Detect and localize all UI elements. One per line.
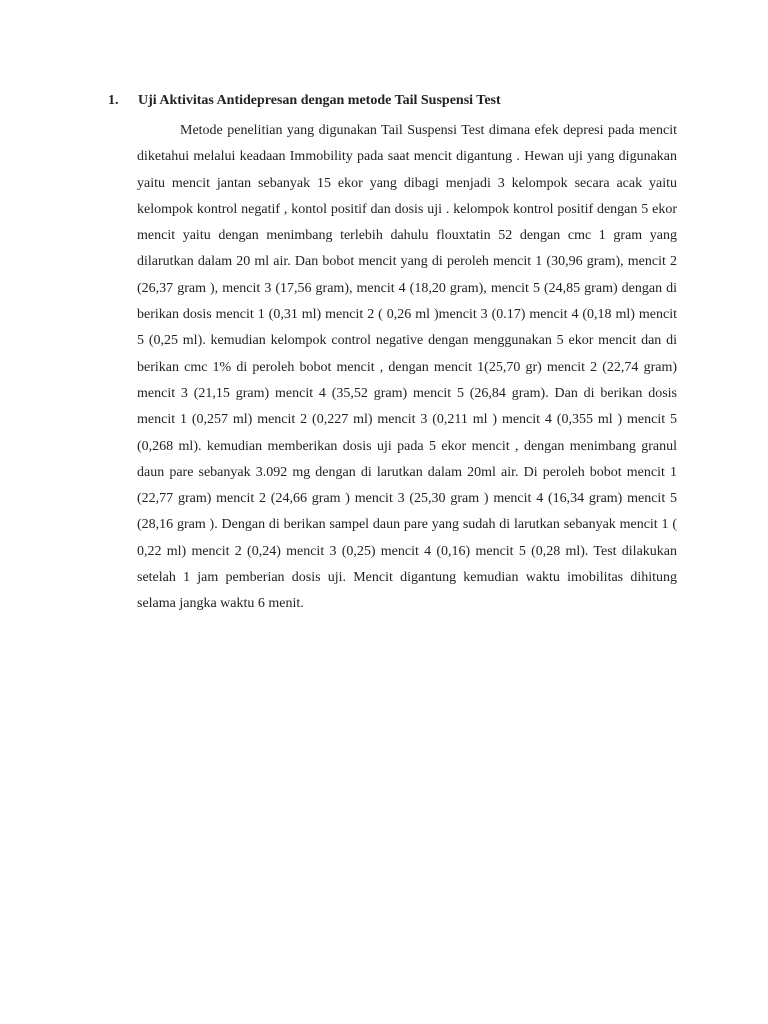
section-number: 1. [108, 93, 119, 108]
section-title: Uji Aktivitas Antidepresan dengan metode Tail Suspensi Test [138, 93, 501, 108]
body-paragraph: Metode penelitian yang digunakan Tail Suspensi Test dimana efek depresi pada mencit diketahui melalui keadaan Immobility pada saat mencit digantung . Hewan uji yang digunakan yaitu mencit jantan sebanyak 15 ekor yang dibagi menjadi 3 kelompok secara acak yaitu kelompok kontrol negatif , kontol positif dan dosis uji . kelompok kontrol positif dengan 5 ekor mencit yaitu dengan menimbang terlebih dahulu flouxtatin 52 dengan cmc 1 gram yang dilarutkan dalam 20 ml air. Dan bobot mencit yang di peroleh mencit 1 (30,96 gram), mencit 2 (26,37 gram ), mencit 3 (17,56 gram), mencit 4 (18,20 gram), mencit 5 (24,85 gram) dengan di berikan dosis mencit 1 (0,31 ml) mencit 2 ( 0,26 ml )mencit 3 (0.17) mencit 4 (0,18 ml) mencit 5 (0,25 ml). kemudian kelompok control negative dengan menggunakan 5 ekor mencit dan di berikan cmc 1% di peroleh bobot mencit , dengan mencit 1(25,70 gr) mencit 2 (22,74 gram) mencit 3 (21,15 gram) mencit 4 (35,52 gram) mencit 5 (26,84 gram). Dan di berikan dosis mencit 1 (0,257 ml) mencit 2 (0,227 ml) mencit 3 (0,211 ml ) mencit 4 (0,355 ml ) mencit 5 (0,268 ml). kemudian memberikan dosis uji pada 5 ekor mencit , dengan menimbang granul daun pare sebanyak 3.092 mg dengan di larutkan dalam 20ml air. Di peroleh bobot mencit 1 (22,77 gram) mencit 2 (24,66 gram ) mencit 3 (25,30 gram ) mencit 4 (16,34 gram) mencit 5 (28,16 gram ). Dengan di berikan sampel daun pare yang sudah di larutkan sebanyak mencit 1 ( 0,22 ml) mencit 2 (0,24) mencit 3 (0,25) mencit 4 (0,16) mencit 5 (0,28 ml). Test dilakukan setelah 1 jam pemberian dosis uji. Mencit digantung kemudian waktu imobilitas dihitung selama jangka waktu 6 menit. [137, 123, 677, 612]
section-heading [108, 92, 668, 110]
